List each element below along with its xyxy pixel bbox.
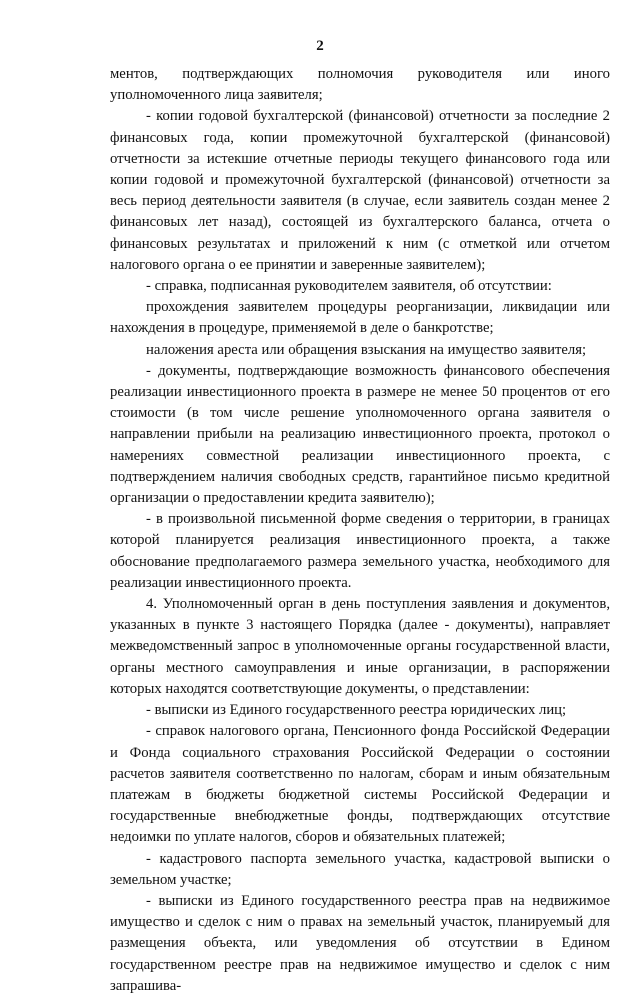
paragraph-territory: - в произвольной письменной форме сведения о территории, в границах которой планируется реализация инвестиционного проекта, а также обоснование предполагаемого размера земельного участка, необходимого для реализации инвестиционного проекта. (110, 511, 610, 591)
paragraph-property-rights-extract: - выписки из Единого государственного реестра прав на недвижимое имущество и сделок с ним о правах на земельный участок, планируемый для размещения объекта, или уведомления об отсутствии в Едином государственном реестре прав на недвижимое имущество и сделок с ним запрашива- (110, 892, 610, 994)
paragraph-continuation: ментов, подтверждающих полномочия руководителя или иного уполномоченного лица заявителя; (110, 66, 610, 104)
page-number: 2 (316, 38, 324, 54)
document-body (110, 64, 610, 997)
paragraph-section-4: 4. Уполномоченный орган в день поступления заявления и документов, указанных в пункте 3 настоящего Порядка (далее - документы), направляет межведомственный запрос в уполномоченные органы государственной власти, органы местного самоуправления и иные организации, в распоряжении которых находятся соответствующие документы, о представлении: (110, 596, 610, 697)
paragraph-tax-certificates: - справок налогового органа, Пенсионного фонда Российской Федерации и Фонда социального страхования Российской Федерации о состоянии расчетов заявителя соответственно по налогам, сборам и иным обязательным платежам в бюджеты бюджетной системы Российской Федерации и государственные внебюджетные фонды, подтверждающих отсутствие недоимки по уплате налогов, сборов и обязательных платежей; (110, 723, 610, 846)
paragraph-financing: - документы, подтверждающие возможность финансового обеспечения реализации инвестиционного проекта в размере не менее 50 процентов от его стоимости (в том числе решение уполномоченного органа заявителя о направлении прибыли на реализацию инвестиционного проекта, протокол о намерениях совместной реализации инвестиционного проекта, с подтверждением наличия свободных средств, гарантийное письмо кредитной организации о предоставлении кредита заявителю); (110, 362, 610, 507)
paragraph-financial-statements: - копии годовой бухгалтерской (финансовой) отчетности за последние 2 финансовых года, копии промежуточной бухгалтерской (финансовой) отчетности за истекшие отчетные периоды текущего финансового года или копии годовой и промежуточной бухгалтерской (финансовой) отчетности за весь период деятельности заявителя (в случае, если заявитель создан менее 2 финансовых лет назад), состоящей из бухгалтерского баланса, отчета о финансовых результатах и приложений к ним (с отметкой или отчетом налогового органа о ее принятии и заверенные заявителем); (110, 108, 610, 273)
paragraph-reorganization: прохождения заявителем процедуры реорганизации, ликвидации или нахождения в процедуре, применяемой в деле о банкротстве; (110, 299, 610, 337)
paragraph-arrest: наложения ареста или обращения взыскания на имущество заявителя; (146, 341, 587, 358)
paragraph-cadastral-passport: - кадастрового паспорта земельного участка, кадастровой выписки о земельном участке; (110, 850, 610, 888)
paragraph-legal-entities-extract: - выписки из Единого государственного реестра юридических лиц; (146, 702, 567, 719)
paragraph-certificate: - справка, подписанная руководителем заявителя, об отсутствии: (146, 278, 552, 295)
